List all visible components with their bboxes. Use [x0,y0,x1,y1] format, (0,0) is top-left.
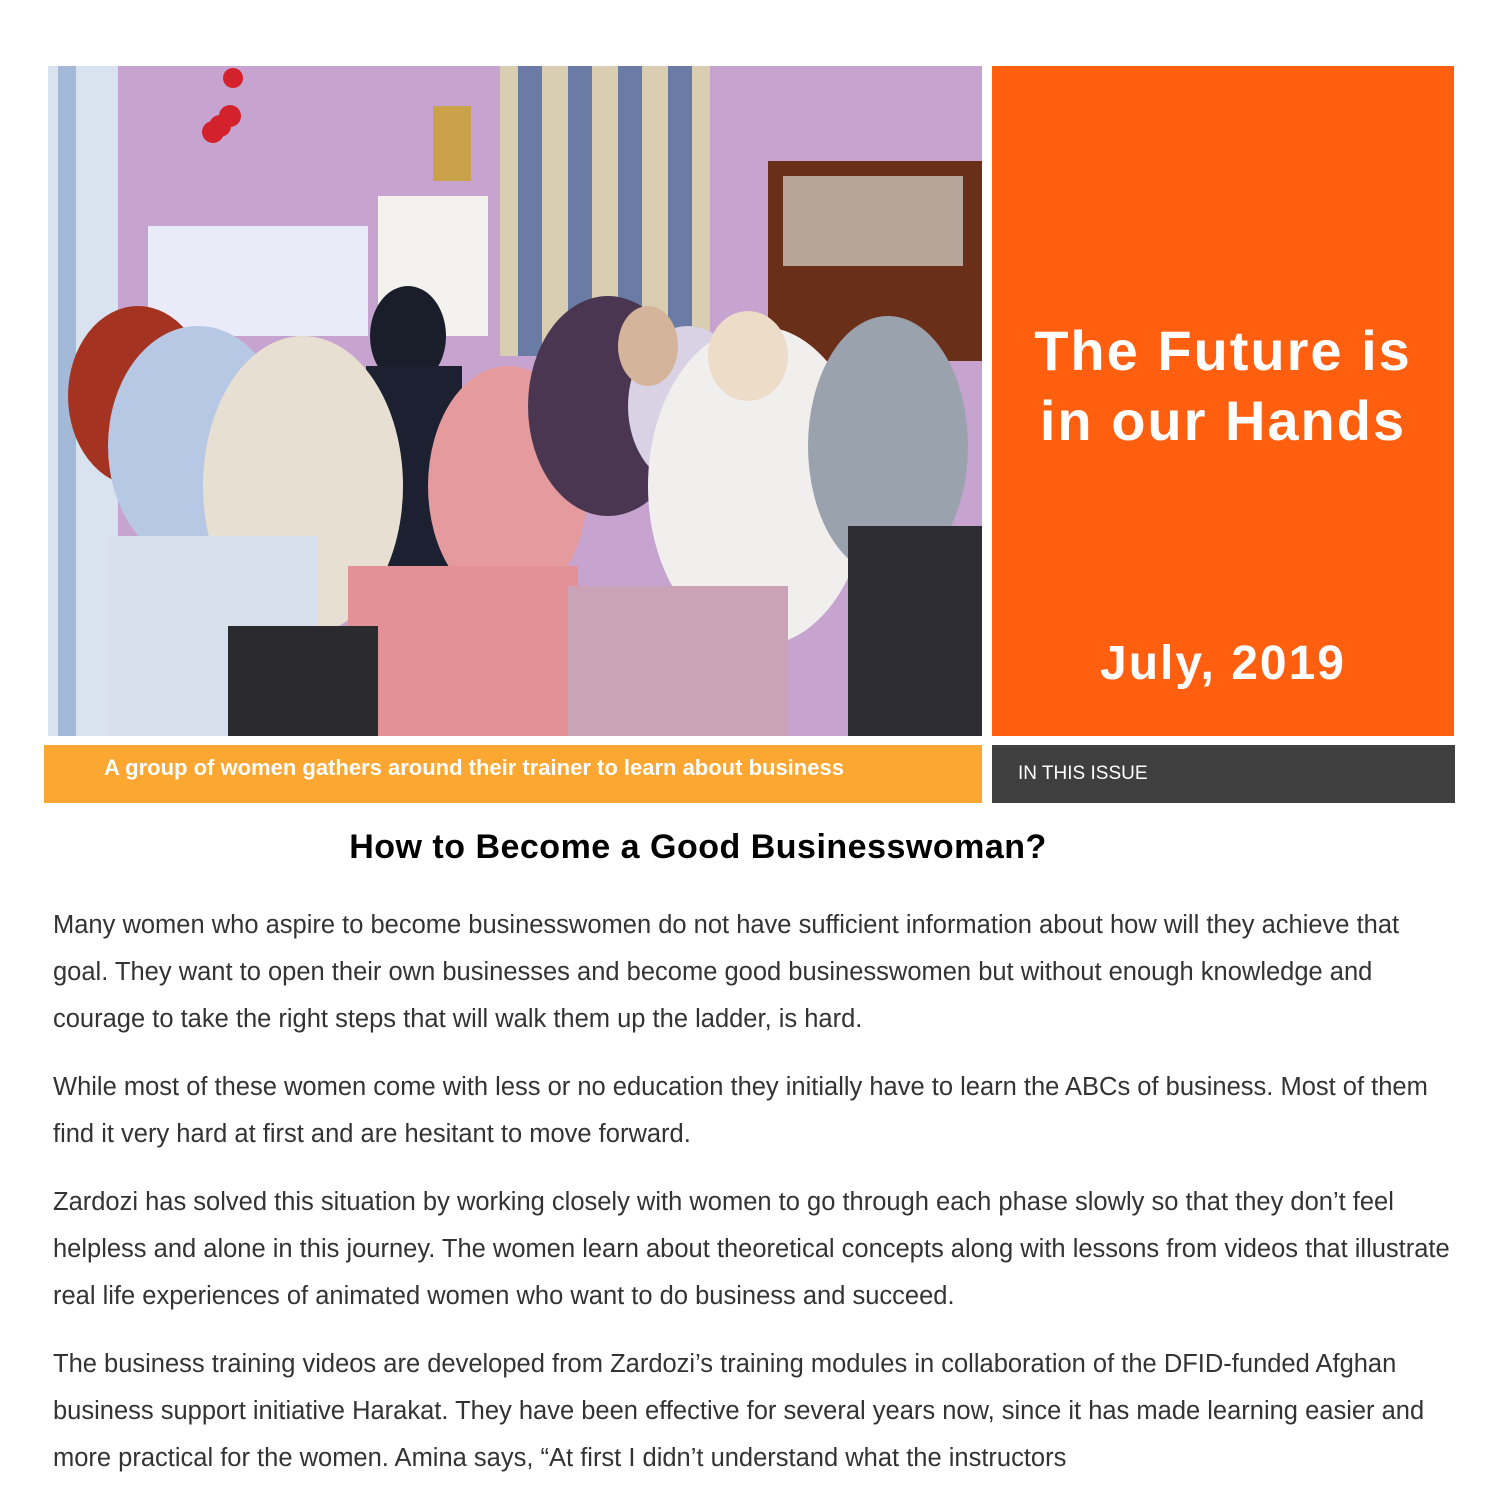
cover-photo [48,66,982,736]
article-paragraph: Many women who aspire to become businesswomen do not have sufficient information about how will they achieve that goal. They want to open their own businesses and become good businesswomen but without enough knowledge and courage to take the right steps that will walk them up the ladder, is hard. [53,911,1400,1033]
article-body [53,902,1453,1503]
photo-caption: A group of women gathers around their trainer to learn about business [44,745,982,803]
issue-date: July, 2019 [1100,637,1346,690]
article-paragraph: Zardozi has solved this situation by working closely with women to go through each phase slowly so that they don’t feel helpless and alone in this journey. The women learn about theoretical concepts along with lessons from videos that illustrate real life experiences of animated women who want to do business and succeed. [53,1188,1450,1310]
article-paragraph: The business training videos are developed from Zardozi’s training modules in collaboration of the DFID-funded Afghan business support initiative Harakat. They have been effective for several years now, since it has made learning easier and more practical for the women. Amina says, “At first I didn’t understand what the instructors [53,1350,1425,1472]
cover-title: The Future is in our Hands [1034,319,1412,452]
in-this-issue-header: IN THIS ISSUE [992,745,1455,803]
article-paragraph: While most of these women come with less or no education they initially have to learn the ABCs of business. Most of them find it very hard at first and are hesitant to move forward. [53,1073,1428,1148]
article-title: How to Become a Good Businesswoman? [349,828,1047,866]
cover-title-panel [992,66,1454,736]
